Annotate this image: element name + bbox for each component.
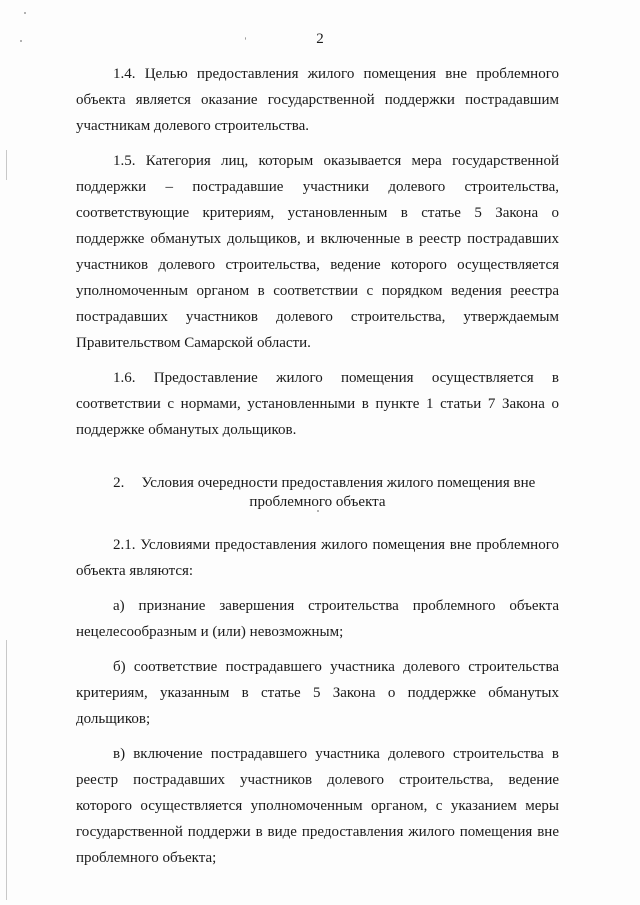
- paragraph-1-6: 1.6. Предоставление жилого помещения осуществляется в соответствии с нормами, установленными в пункте 1 статьи 7 Закона о поддержке обманутых дольщиков.: [76, 370, 559, 438]
- paragraph-2-1-a: а) признание завершения строительства проблемного объекта нецелесообразным и (или) невозможным;: [76, 598, 559, 640]
- paragraph-2-1: 2.1. Условиями предоставления жилого помещения вне проблемного объекта являются:: [76, 537, 559, 579]
- paragraph-1-5: 1.5. Категория лиц, которым оказывается мера государственной поддержки – пострадавшие участники долевого строительства, соответствующие критериям, установленным в статье 5 Закона о поддержке обманутых дольщиков, и включенные в реестр пострадавших участников долевого строительства, ведение которого осуществляется уполномоченным органом в соответствии с порядком ведения реестра пострадавших участников долевого строительства, утверждаемым Правительством Самарской области.: [76, 153, 559, 351]
- scan-speck: [24, 12, 26, 14]
- scan-margin-mark: [6, 640, 7, 900]
- section-2-title: Условия очередности предоставления жилого помещения вне проблемного объекта: [141, 475, 536, 510]
- page-number: 2: [316, 31, 324, 47]
- section-2-number: 2.: [113, 475, 125, 491]
- paragraph-2-1-c: в) включение пострадавшего участника долевого строительства в реестр пострадавших участников долевого строительства, ведение которого осуществляется уполномоченным органом, с указанием меры государственной поддержи в виде предоставления жилого помещения вне проблемного объекта;: [76, 746, 559, 866]
- section-gap: [76, 452, 559, 474]
- scan-margin-mark: [6, 150, 7, 180]
- paragraph-1-4: 1.4. Целью предоставления жилого помещения вне проблемного объекта является оказание государственной поддержки пострадавшим участникам долевого строительства.: [76, 66, 559, 134]
- paragraph-2-1-b: б) соответствие пострадавшего участника долевого строительства критериям, указанным в статье 5 Закона о поддержке обманутых дольщиков;: [76, 659, 559, 727]
- document-body: [76, 61, 559, 880]
- section-2-heading: [76, 474, 559, 512]
